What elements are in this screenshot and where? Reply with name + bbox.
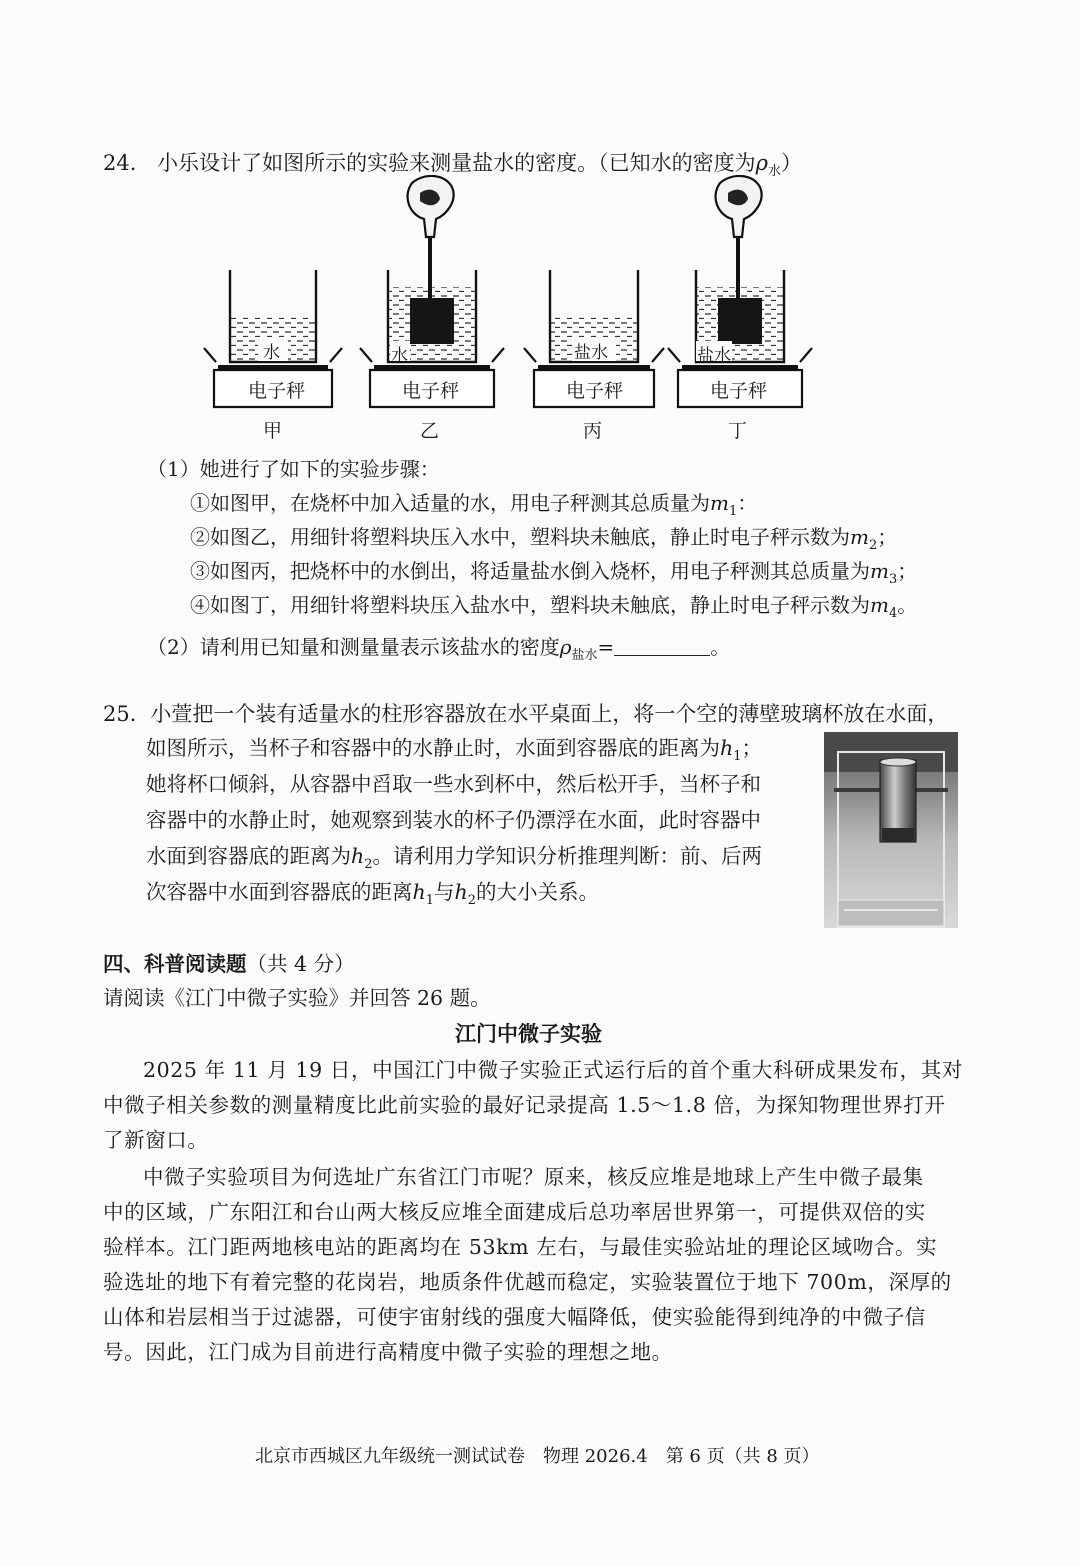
hand-icon xyxy=(408,176,454,237)
hand-icon xyxy=(716,176,762,237)
step-end: ： xyxy=(737,491,758,515)
q25-text: 如图所示，当杯子和容器中的水静止时，水面到容器底的距离为 xyxy=(146,736,720,760)
rho-subscript: 盐水 xyxy=(571,648,598,663)
q25-text: 的大小关系。 xyxy=(475,880,599,904)
var-sub: 1 xyxy=(733,749,742,765)
glass-container-photo xyxy=(824,732,958,928)
q24-step-4 xyxy=(190,588,917,631)
plastic-block xyxy=(410,298,454,344)
question-number: 24. xyxy=(103,151,137,175)
q25-line-5 xyxy=(146,875,599,918)
scale-label: 电子秤 xyxy=(710,380,768,402)
step-text: ②如图乙，用细针将塑料块压入水中，塑料块未触底，静止时电子秤示数为 xyxy=(190,525,850,549)
figure-label-bing: 丙 xyxy=(583,420,603,442)
section-instruction: 请阅读《江门中微子实验》并回答 26 题。 xyxy=(103,986,491,1010)
var-sub: 2 xyxy=(868,538,878,553)
var-h: h xyxy=(412,880,426,904)
scale-label: 电子秤 xyxy=(248,380,306,402)
beaker-ding xyxy=(668,176,812,407)
step-end: ； xyxy=(877,525,898,549)
article-p1-line1: 2025 年 11 月 19 日，中国江门中微子实验正式运行后的首个重大科研成果发布，其对 xyxy=(143,1058,963,1082)
var-sub: 2 xyxy=(364,857,373,873)
figure-label-jia: 甲 xyxy=(263,420,283,442)
q25-line-2: 她将杯口倾斜，从容器中舀取一些水到杯中，然后松开手，当杯子和 xyxy=(146,772,761,796)
var-m: m xyxy=(850,525,869,549)
article-p2-line5: 山体和岩层相当于过滤器，可使宇宙射线的强度大幅降低，使实验能得到纯净的中微子信 xyxy=(103,1305,926,1329)
part2-end: 。 xyxy=(710,635,731,659)
q25-text: 。请利用力学知识分析推理判断：前、后两 xyxy=(372,844,762,868)
article-p2-line2: 中的区域，广东阳江和台山两大核反应堆全面建成后总功率居世界第一，可提供双倍的实 xyxy=(103,1200,926,1224)
var-h: h xyxy=(351,844,365,868)
var-sub: 1 xyxy=(425,893,434,909)
liquid-label: 盐水 xyxy=(574,343,608,363)
page-footer: 北京市西城区九年级统一测试试卷 物理 2026.4 第 6 页（共 8 页） xyxy=(255,1446,820,1467)
answer-blank[interactable] xyxy=(614,635,710,656)
rho-symbol: ρ xyxy=(559,635,572,659)
var-h: h xyxy=(454,880,468,904)
article-title: 江门中微子实验 xyxy=(455,1021,602,1046)
section-4-heading xyxy=(103,949,355,979)
q25-text: 次容器中水面到容器底的距离 xyxy=(146,880,413,904)
liquid-label: 水 xyxy=(263,343,280,363)
var-h: h xyxy=(720,736,734,760)
q24-part1-title: （1）她进行了如下的实验步骤： xyxy=(147,457,440,481)
q25-text: 与 xyxy=(433,880,455,904)
section-points: （共 4 分） xyxy=(246,952,355,976)
rho-subscript: 水 xyxy=(767,164,781,180)
question-number: 25. xyxy=(103,702,137,726)
q24-part2 xyxy=(147,630,730,673)
rho-symbol: ρ xyxy=(755,151,768,175)
article-p2-line4: 验选址的地下有着完整的花岗岩，地质条件优越而稳定，实验装置位于地下 700m，深厚的 xyxy=(103,1270,952,1294)
step-end: 。 xyxy=(897,593,918,617)
plastic-block xyxy=(718,298,762,344)
q24-figure xyxy=(200,175,820,445)
article-p1-line2: 中微子相关参数的测量精度比此前实验的最好记录提高 1.5～1.8 倍，为探知物理世界打开 xyxy=(103,1093,946,1117)
var-sub: 1 xyxy=(728,504,738,519)
scale-label: 电子秤 xyxy=(566,380,624,402)
figure-label-ding: 丁 xyxy=(728,420,748,442)
var-m: m xyxy=(870,559,889,583)
liquid-label: 水 xyxy=(391,346,408,366)
q25-text: 小萱把一个装有适量水的柱形容器放在水平桌面上，将一个空的薄壁玻璃杯放在水面， xyxy=(150,702,949,726)
q25-first-line xyxy=(103,697,948,731)
var-sub: 4 xyxy=(888,606,898,621)
q24-stem-close: ） xyxy=(780,151,802,175)
q25-line-3: 容器中的水静止时，她观察到装水的杯子仍漂浮在水面，此时容器中 xyxy=(146,808,761,832)
article-p2-line3: 验样本。江门距两地核电站的距离均在 53km 左右，与最佳实验站址的理论区域吻合。实 xyxy=(103,1235,938,1259)
step-text: ④如图丁，用细针将塑料块压入盐水中，塑料块未触底，静止时电子秤示数为 xyxy=(190,593,870,617)
q25-text: 水面到容器底的距离为 xyxy=(146,844,351,868)
liquid-label: 盐水 xyxy=(697,346,731,366)
step-end: ； xyxy=(897,559,918,583)
part2-text: （2）请利用已知量和测量量表示该盐水的密度 xyxy=(147,635,560,659)
var-m: m xyxy=(710,491,729,515)
var-sub: 3 xyxy=(888,572,898,587)
var-sub: 2 xyxy=(467,893,476,909)
figure-label-yi: 乙 xyxy=(420,420,440,442)
beaker-yi xyxy=(360,176,504,407)
article-p1-line3: 了新窗口。 xyxy=(103,1128,209,1152)
equals: = xyxy=(597,635,615,659)
section-title: 四、科普阅读题 xyxy=(103,952,247,976)
q24-stem-text: 小乐设计了如图所示的实验来测量盐水的密度。（已知水的密度为 xyxy=(157,151,756,175)
article-p2-line1: 中微子实验项目为何选址广东省江门市呢？原来，核反应堆是地球上产生中微子最集 xyxy=(143,1165,924,1189)
step-text: ③如图丙，把烧杯中的水倒出，将适量盐水倒入烧杯，用电子秤测其总质量为 xyxy=(190,559,870,583)
scale-label: 电子秤 xyxy=(402,380,460,402)
article-p2-line6: 号。因此，江门成为目前进行高精度中微子实验的理想之地。 xyxy=(103,1340,673,1364)
var-m: m xyxy=(870,593,889,617)
q25-text: ； xyxy=(741,736,762,760)
step-text: ①如图甲，在烧杯中加入适量的水，用电子秤测其总质量为 xyxy=(190,491,710,515)
